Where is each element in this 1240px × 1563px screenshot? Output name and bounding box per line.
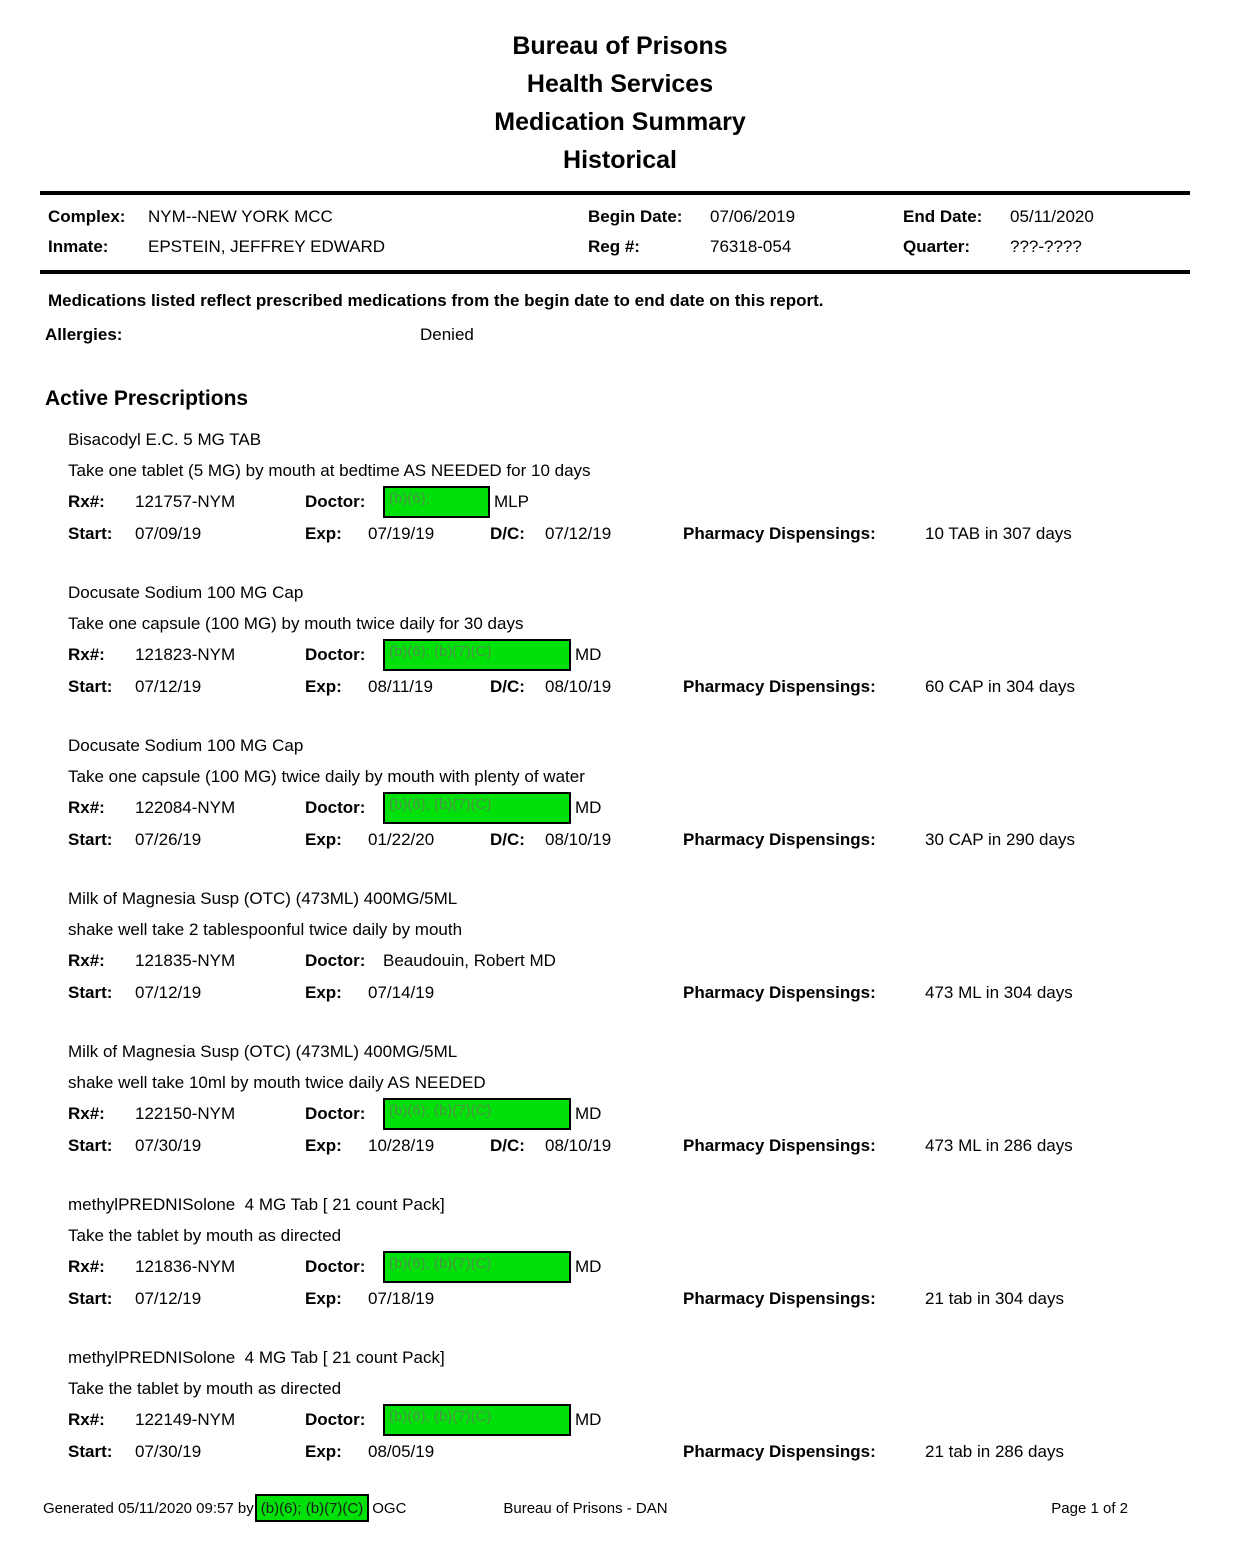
doctor-name: MLP [494, 492, 529, 511]
doctor-label: Doctor: [305, 798, 366, 817]
start-label: Start: [68, 1442, 113, 1461]
start-date: 07/30/19 [135, 1136, 202, 1155]
prescription-block [68, 730, 1240, 856]
pharmacy-dispensings-label: Pharmacy Dispensings: [683, 983, 876, 1002]
footer [0, 1494, 1240, 1522]
rx-number-value: 122084-NYM [135, 798, 236, 817]
pharmacy-dispensings-value: 21 tab in 286 days [925, 1442, 1064, 1461]
doctor-name: MD [575, 1410, 602, 1429]
prescription-block [68, 1036, 1240, 1162]
exp-date: 07/18/19 [368, 1289, 435, 1308]
redaction-text: (b)(6); (b)(7)(C) [389, 1255, 492, 1272]
sig-instructions: Take the tablet by mouth as directed [68, 1226, 342, 1245]
start-label: Start: [68, 1289, 113, 1308]
rx-number-value: 121835-NYM [135, 951, 236, 970]
drug-name: Docusate Sodium 100 MG Cap [68, 736, 304, 755]
allergies-label: Allergies: [45, 325, 123, 344]
rx-number-value: 122150-NYM [135, 1104, 236, 1123]
footer-center-text: Bureau of Prisons - DAN [503, 1499, 668, 1517]
doctor-redaction-box [383, 1404, 571, 1436]
drug-name: methylPREDNISolone 4 MG Tab [ 21 count Pack] [68, 1195, 445, 1214]
rx-doctor-row [68, 792, 1240, 824]
exp-label: Exp: [305, 1442, 342, 1461]
exp-label: Exp: [305, 1136, 342, 1155]
redaction-text: (b)(6); (b)(7)(C) [260, 1499, 364, 1517]
generated-prefix: Generated 05/11/2020 09:57 by [43, 1499, 254, 1517]
rx-number-label: Rx#: [68, 1410, 105, 1429]
exp-date: 08/05/19 [368, 1442, 435, 1461]
redaction-text: (b)(6); (b)(7)(C) [389, 796, 492, 813]
end-date-value: 05/11/2020 [1010, 207, 1094, 226]
dc-date: 08/10/19 [545, 830, 612, 849]
dc-date: 08/10/19 [545, 677, 612, 696]
drug-name: methylPREDNISolone 4 MG Tab [ 21 count Pack] [68, 1348, 445, 1367]
drug-name: Milk of Magnesia Susp (OTC) (473ML) 400MG/5ML [68, 1042, 458, 1061]
rx-number-label: Rx#: [68, 492, 105, 511]
drug-name: Milk of Magnesia Susp (OTC) (473ML) 400MG/5ML [68, 889, 458, 908]
rx-doctor-row [68, 639, 1240, 671]
exp-label: Exp: [305, 983, 342, 1002]
dates-row [68, 1436, 1240, 1468]
pharmacy-dispensings-label: Pharmacy Dispensings: [683, 1442, 876, 1461]
active-prescriptions-heading: Active Prescriptions [45, 387, 249, 410]
sig-instructions: Take one capsule (100 MG) by mouth twice daily for 30 days [68, 614, 524, 633]
dc-label: D/C: [490, 677, 525, 696]
start-date: 07/12/19 [135, 983, 202, 1002]
quarter-value: ???-???? [1010, 237, 1082, 256]
exp-label: Exp: [305, 677, 342, 696]
rx-number-label: Rx#: [68, 1257, 105, 1276]
rx-number-value: 122149-NYM [135, 1410, 236, 1429]
exp-label: Exp: [305, 524, 342, 543]
pharmacy-dispensings-label: Pharmacy Dispensings: [683, 677, 876, 696]
rx-doctor-row [68, 945, 1240, 977]
prescription-block [68, 1189, 1240, 1315]
rx-number-label: Rx#: [68, 951, 105, 970]
redaction-text: (b)(6); (b)(7)(C) [389, 1408, 492, 1425]
exp-date: 01/22/20 [368, 830, 435, 849]
doctor-redaction-box [383, 486, 490, 518]
rx-number-label: Rx#: [68, 798, 105, 817]
reg-number-value: 76318-054 [710, 237, 792, 256]
footer-redaction-box [255, 1494, 370, 1522]
start-date: 07/09/19 [135, 524, 202, 543]
exp-date: 07/14/19 [368, 983, 435, 1002]
sig-instructions: Take one capsule (100 MG) twice daily by mouth with plenty of water [68, 767, 585, 786]
doctor-label: Doctor: [305, 1257, 366, 1276]
rx-doctor-row [68, 1098, 1240, 1130]
redaction-text: (b)(6); (b)(7)(C) [389, 1102, 492, 1119]
exp-label: Exp: [305, 1289, 342, 1308]
exp-date: 10/28/19 [368, 1136, 435, 1155]
pharmacy-dispensings-label: Pharmacy Dispensings: [683, 830, 876, 849]
doctor-label: Doctor: [305, 1104, 366, 1123]
prescription-block [68, 424, 1240, 550]
end-date-label: End Date: [903, 207, 983, 226]
sig-instructions: shake well take 2 tablespoonful twice daily by mouth [68, 920, 463, 939]
complex-value: NYM--NEW YORK MCC [148, 207, 333, 226]
begin-date-value: 07/06/2019 [710, 207, 796, 226]
rx-number-value: 121836-NYM [135, 1257, 236, 1276]
doctor-name: MD [575, 1104, 602, 1123]
dates-row [68, 1283, 1240, 1315]
start-label: Start: [68, 524, 113, 543]
rx-doctor-row [68, 1404, 1240, 1436]
patient-info-table [0, 195, 1240, 270]
title-line-org: Bureau of Prisons [512, 32, 728, 60]
medications-note: Medications listed reflect prescribed medications from the begin date to end date on this report. [48, 291, 824, 310]
doctor-name: Beaudouin, Robert MD [383, 951, 556, 970]
page-number: Page 1 of 2 [1051, 1499, 1128, 1517]
pharmacy-dispensings-label: Pharmacy Dispensings: [683, 1289, 876, 1308]
sig-instructions: shake well take 10ml by mouth twice daily AS NEEDED [68, 1073, 486, 1092]
sig-instructions: Take the tablet by mouth as directed [68, 1379, 342, 1398]
quarter-label: Quarter: [903, 237, 971, 256]
exp-date: 07/19/19 [368, 524, 435, 543]
dates-row [68, 518, 1240, 550]
prescription-block [68, 577, 1240, 703]
complex-label: Complex: [48, 207, 126, 226]
allergies-value: Denied [420, 325, 474, 344]
begin-date-label: Begin Date: [588, 207, 683, 226]
pharmacy-dispensings-value: 30 CAP in 290 days [925, 830, 1075, 849]
dc-label: D/C: [490, 524, 525, 543]
pharmacy-dispensings-label: Pharmacy Dispensings: [683, 524, 876, 543]
title-line-report: Medication Summary [494, 108, 746, 136]
reg-number-label: Reg #: [588, 237, 640, 256]
doctor-label: Doctor: [305, 1410, 366, 1429]
rx-number-label: Rx#: [68, 1104, 105, 1123]
rx-doctor-row [68, 1251, 1240, 1283]
generated-text [43, 1494, 503, 1522]
dates-row [68, 1130, 1240, 1162]
exp-label: Exp: [305, 830, 342, 849]
rx-number-value: 121823-NYM [135, 645, 236, 664]
rx-number-value: 121757-NYM [135, 492, 236, 511]
start-label: Start: [68, 677, 113, 696]
title-line-type: Historical [563, 146, 677, 174]
prescription-block [68, 883, 1240, 1009]
drug-name: Docusate Sodium 100 MG Cap [68, 583, 304, 602]
start-date: 07/12/19 [135, 1289, 202, 1308]
doctor-label: Doctor: [305, 951, 366, 970]
start-label: Start: [68, 1136, 113, 1155]
prescription-list [0, 413, 1240, 1468]
document-title [0, 0, 1240, 179]
start-date: 07/12/19 [135, 677, 202, 696]
rx-number-label: Rx#: [68, 645, 105, 664]
drug-name: Bisacodyl E.C. 5 MG TAB [68, 430, 262, 449]
sig-instructions: Take one tablet (5 MG) by mouth at bedtime AS NEEDED for 10 days [68, 461, 591, 480]
rx-doctor-row [68, 486, 1240, 518]
doctor-redaction-box [383, 639, 571, 671]
start-date: 07/30/19 [135, 1442, 202, 1461]
pharmacy-dispensings-value: 21 tab in 304 days [925, 1289, 1064, 1308]
prescription-block [68, 1342, 1240, 1468]
dc-label: D/C: [490, 1136, 525, 1155]
exp-date: 08/11/19 [368, 677, 433, 696]
doctor-label: Doctor: [305, 645, 366, 664]
dates-row [68, 977, 1240, 1009]
doctor-redaction-box [383, 1251, 571, 1283]
pharmacy-dispensings-value: 10 TAB in 307 days [925, 524, 1072, 543]
doctor-name: MD [575, 645, 602, 664]
start-label: Start: [68, 830, 113, 849]
pharmacy-dispensings-value: 473 ML in 304 days [925, 983, 1073, 1002]
doctor-label: Doctor: [305, 492, 366, 511]
doctor-name: MD [575, 1257, 602, 1276]
title-line-department: Health Services [526, 70, 714, 98]
generated-suffix: OGC [372, 1499, 407, 1517]
dc-date: 08/10/19 [545, 1136, 612, 1155]
inmate-value: EPSTEIN, JEFFREY EDWARD [148, 237, 386, 256]
dc-date: 07/12/19 [545, 524, 612, 543]
doctor-redaction-box [383, 1098, 571, 1130]
pharmacy-dispensings-value: 473 ML in 286 days [925, 1136, 1073, 1155]
redaction-text: (b)(6); (b)(7)(C) [389, 643, 492, 660]
pharmacy-dispensings-label: Pharmacy Dispensings: [683, 1136, 876, 1155]
start-label: Start: [68, 983, 113, 1002]
inmate-label: Inmate: [48, 237, 109, 256]
pharmacy-dispensings-value: 60 CAP in 304 days [925, 677, 1075, 696]
dc-label: D/C: [490, 830, 525, 849]
doctor-name: MD [575, 798, 602, 817]
dates-row [68, 671, 1240, 703]
start-date: 07/26/19 [135, 830, 202, 849]
allergies-row [0, 312, 1240, 346]
doctor-redaction-box [383, 792, 571, 824]
redaction-text: (b)(6); [389, 490, 430, 507]
dates-row [68, 824, 1240, 856]
